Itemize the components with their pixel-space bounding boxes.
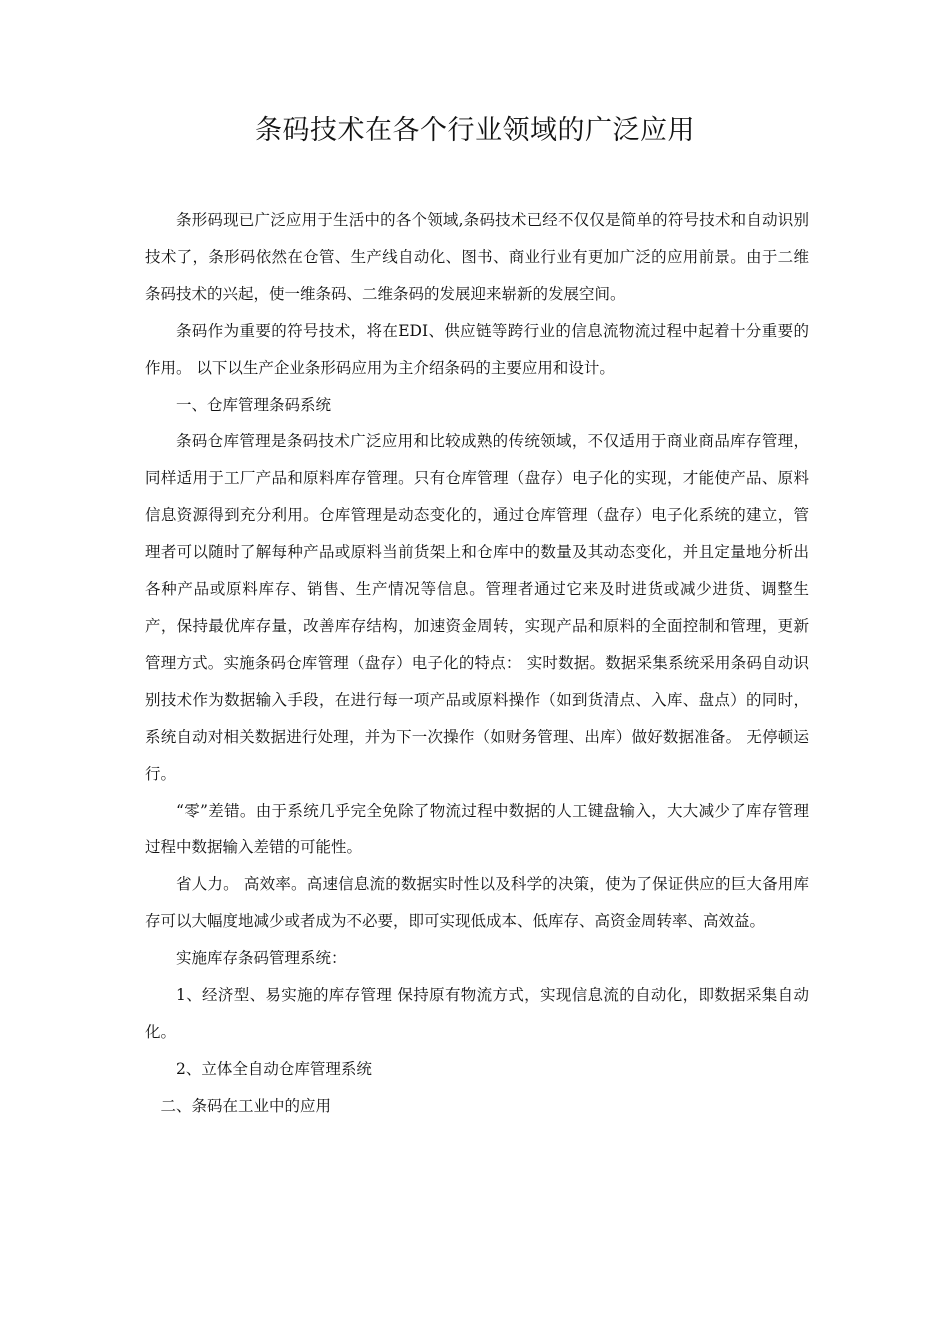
paragraph-warehouse-management: 条码仓库管理是条码技术广泛应用和比较成熟的传统领域，不仅适用于商业商品库存管理，同样适用于工厂产品和原料库存管理。只有仓库管理（盘存）电子化的实现，才能使产品、原料信息资源得到充分利用。仓库管理是动态变化的，通过仓库管理（盘存）电子化系统的建立，管理者可以随时了解每种产品或原料当前货架上和仓库中的数量及其动态变化，并且定量地分析出各种产品或原料库存、销售、生产情况等信息。管理者通过它来及时进货或减少进货、调整生产，保持最优库存量，改善库存结构，加速资金周转，实现产品和原料的全面控制和管理，更新管理方式。实施条码仓库管理（盘存）电子化的特点： 实时数据。数据采集系统采用条码自动识别技术作为数据输入手段，在进行每一项产品或原料操作（如到货清点、入库、盘点）的同时，系统自动对相关数据进行处理，并为下一次操作（如财务管理、出库）做好数据准备。 无停顿运行。	[145, 432, 809, 783]
paragraph-intro: 条形码现已广泛应用于生活中的各个领域,条码技术已经不仅仅是简单的符号技术和自动识别技术了，条形码依然在仓管、生产线自动化、图书、商业行业有更加广泛的应用前景。由于二维条码技术的兴起，使一维条码、二维条码的发展迎来崭新的发展空间。	[145, 211, 809, 303]
paragraph-efficiency: 省人力。 高效率。高速信息流的数据实时性以及科学的决策，使为了保证供应的巨大备用库存可以大幅度地减少或者成为不必要，即可实现低成本、低库存、高资金周转率、高效益。	[145, 875, 809, 931]
list-item-economic-management: 1、经济型、易实施的库存管理 保持原有物流方式，实现信息流的自动化，即数据采集自动化。	[145, 986, 809, 1041]
paragraph-symbol-technology: 条码作为重要的符号技术，将在EDI、供应链等跨行业的信息流物流过程中起着十分重要的作用。 以下以生产企业条形码应用为主介绍条码的主要应用和设计。	[145, 321, 809, 377]
paragraph-zero-error: “零”差错。由于系统几乎完全免除了物流过程中数据的人工键盘输入，大大减少了库存管理过程中数据输入差错的可能性。	[145, 801, 809, 857]
document-body	[145, 202, 809, 1125]
paragraph-implementation-heading: 实施库存条码管理系统：	[176, 949, 347, 968]
list-item-automated-warehouse: 2、立体全自动仓库管理系统	[176, 1059, 372, 1078]
document-title: 条码技术在各个行业领域的广泛应用	[255, 115, 695, 146]
section-heading-industry: 二、条码在工业中的应用	[160, 1096, 332, 1115]
section-heading-warehouse: 一、仓库管理条码系统	[176, 395, 332, 414]
